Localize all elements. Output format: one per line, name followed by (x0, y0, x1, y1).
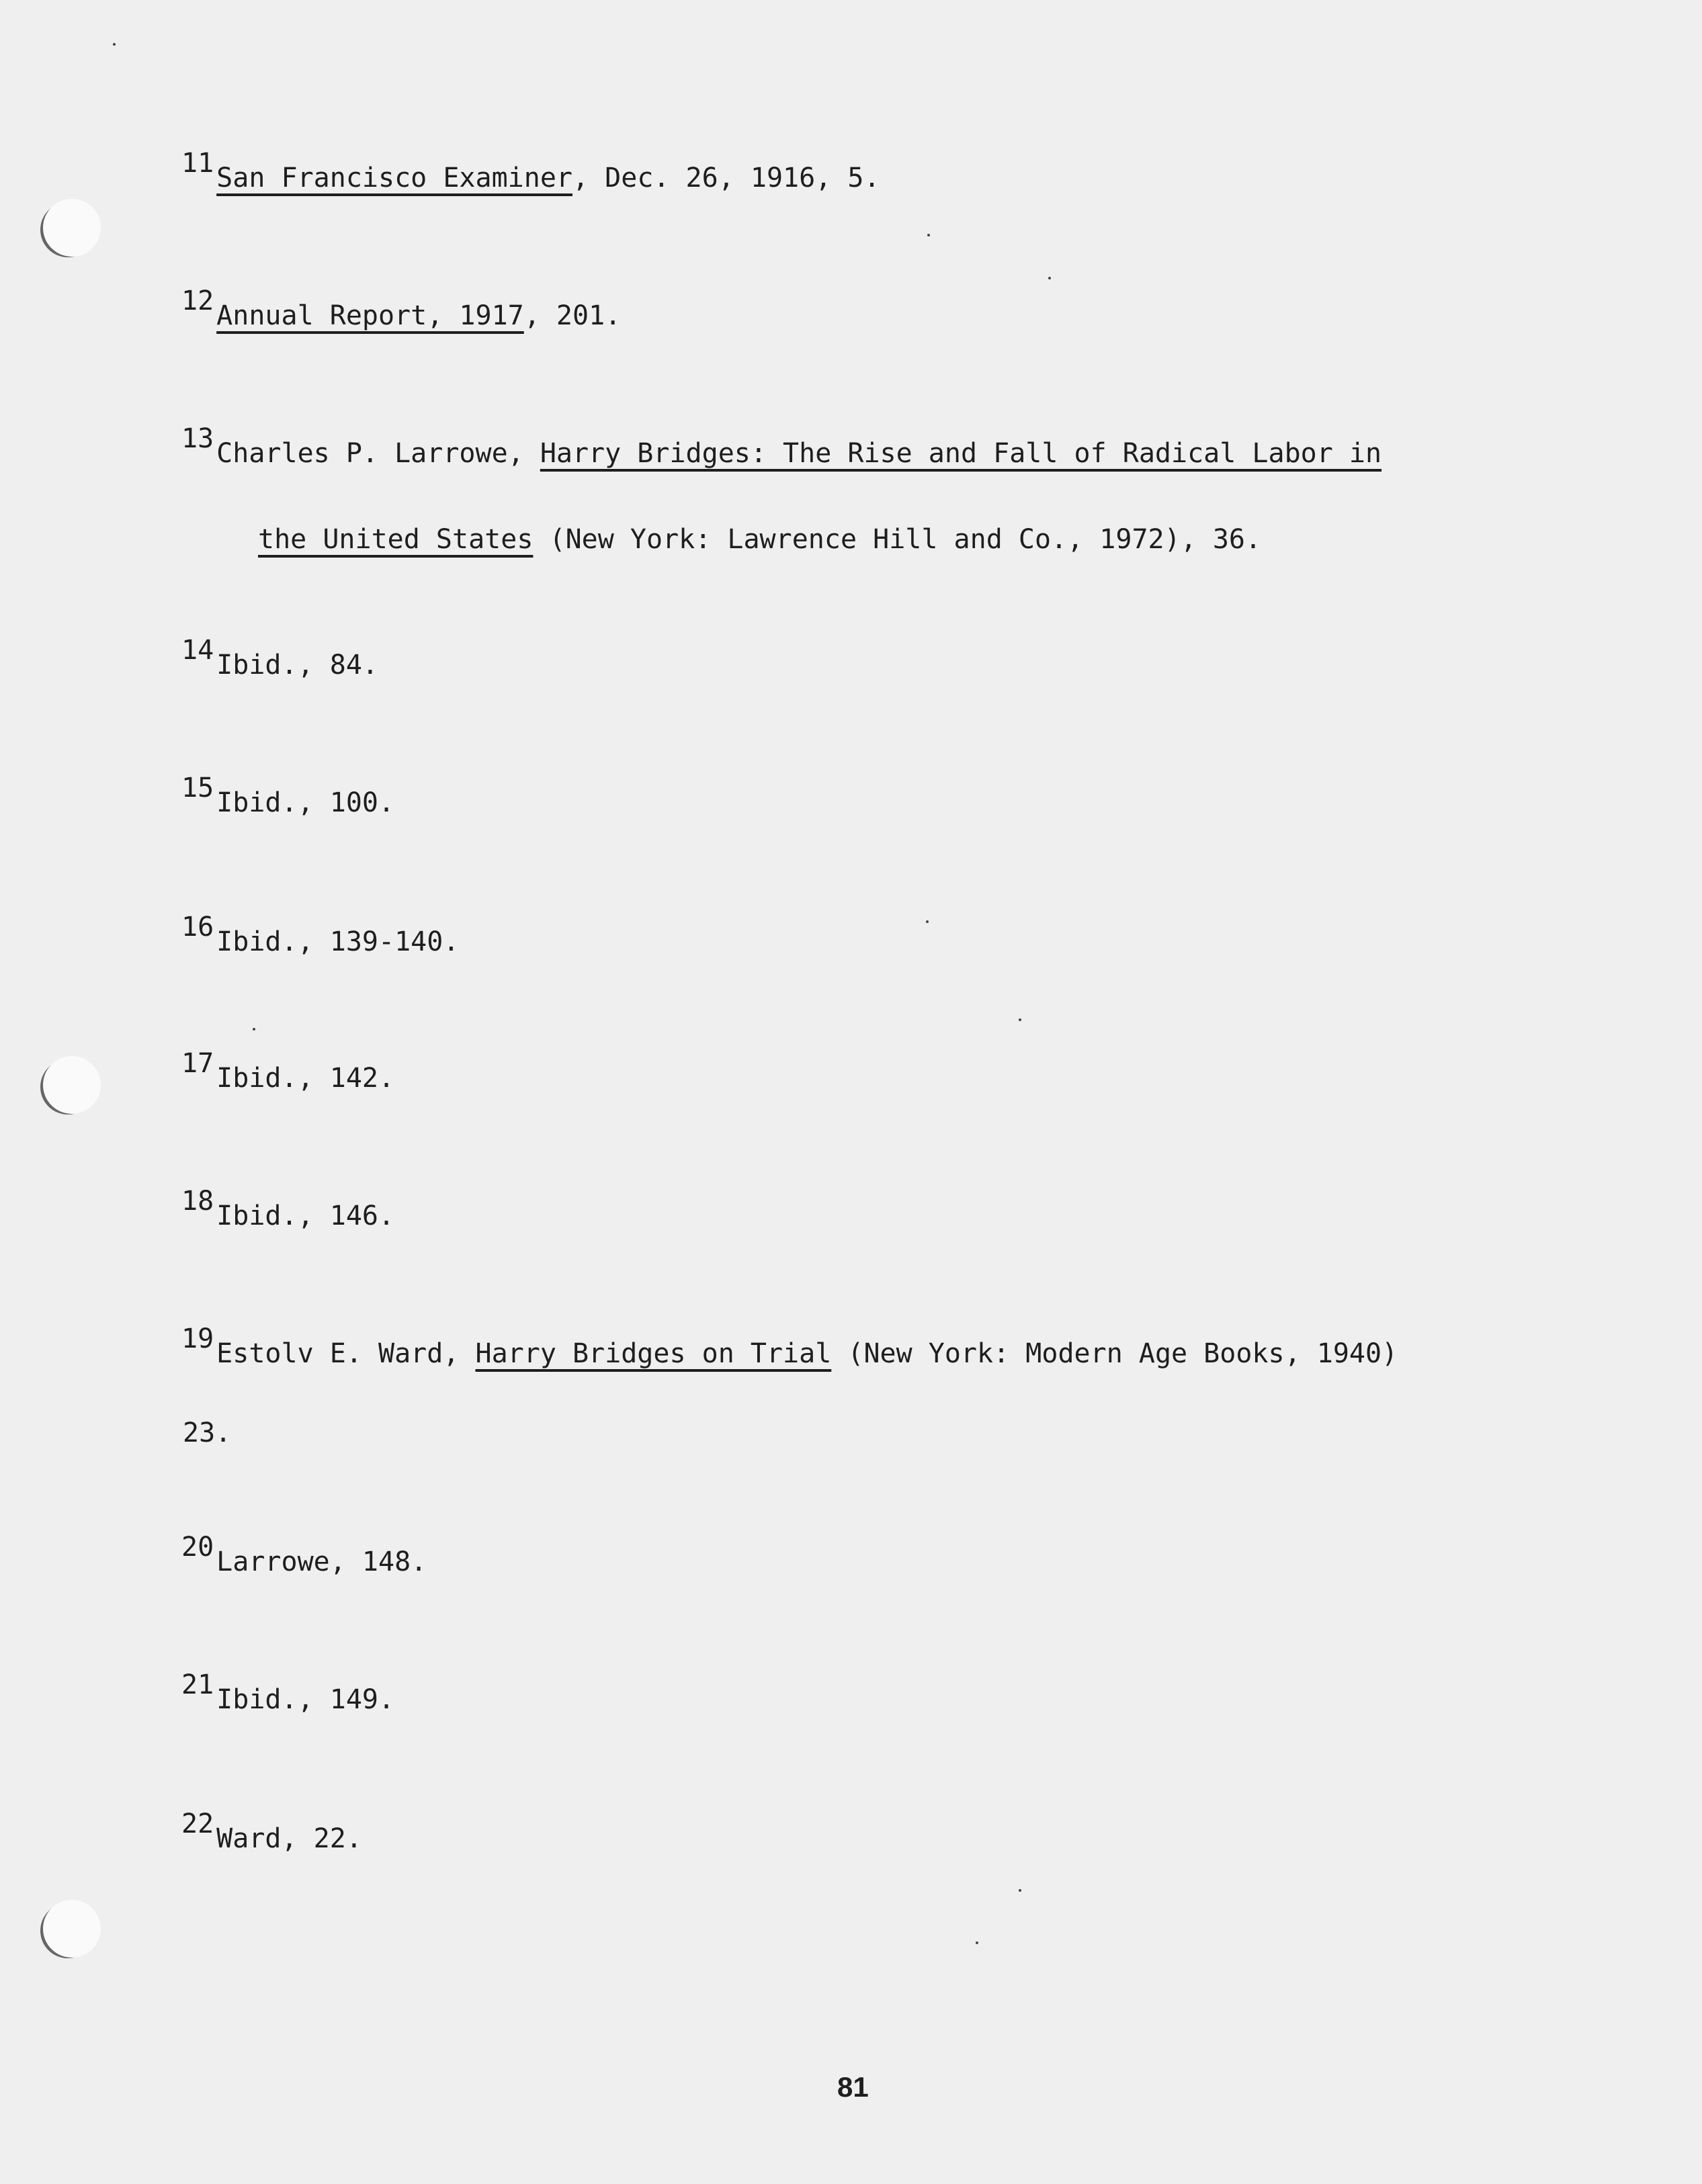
citation-text: Ibid., 139-140. (216, 926, 460, 957)
citation-text: Ibid., 142. (216, 1063, 395, 1094)
paper-speck (927, 234, 930, 236)
footnote-number: 11 (181, 148, 214, 179)
footnote-number: 21 (181, 1669, 214, 1700)
footnote-19-continuation (183, 1416, 231, 1450)
paper-speck (1048, 277, 1051, 279)
citation-text: , 201. (523, 300, 622, 331)
underlined-title: Harry Bridges: The Rise and Fall of Radical Labor in (540, 438, 1382, 469)
citation-text: Larrowe, 148. (216, 1546, 427, 1577)
underlined-title: Harry Bridges on Trial (475, 1338, 832, 1369)
citation-text: Estolv E. Ward, (216, 1338, 476, 1369)
footnote-number: 22 (181, 1808, 214, 1839)
paper-speck (976, 1941, 978, 1944)
citation-text: Ibid., 149. (216, 1684, 395, 1715)
footnote-number: 14 (181, 635, 214, 666)
page-number: 81 (837, 2071, 869, 2103)
citation-text: (New York: Lawrence Hill and Co., 1972), 36. (533, 524, 1262, 555)
citation-text: Charles P. Larrowe, (216, 438, 540, 469)
binder-hole-bottom (43, 1900, 101, 1958)
citation-text: 23. (183, 1417, 232, 1448)
footnote-15 (181, 773, 395, 820)
footnote-16 (181, 912, 460, 959)
citation-text: Ibid., 146. (216, 1200, 395, 1231)
footnote-13-continuation (258, 523, 1261, 556)
citation-text: Ibid., 84. (216, 650, 378, 681)
footnote-number: 17 (181, 1048, 214, 1079)
citation-text: Ibid., 100. (216, 787, 395, 818)
paper-speck (1019, 1889, 1021, 1892)
footnote-20 (181, 1532, 427, 1579)
footnote-number: 20 (181, 1532, 214, 1563)
citation-text: (New York: Modern Age Books, 1940) (831, 1338, 1398, 1369)
footnote-number: 13 (181, 423, 214, 454)
footnote-number: 19 (181, 1323, 214, 1354)
paper-speck (1019, 1018, 1021, 1021)
footnote-11 (181, 148, 880, 195)
binder-hole-middle (43, 1056, 101, 1114)
footnote-17 (181, 1048, 395, 1095)
paper-speck (113, 43, 116, 46)
footnote-number: 18 (181, 1186, 214, 1217)
citation-text: Ward, 22. (216, 1823, 362, 1854)
footnote-21 (181, 1669, 395, 1716)
underlined-title: Annual Report, 1917 (216, 300, 524, 331)
underlined-title: the United States (258, 524, 534, 555)
underlined-title: San Francisco Examiner (216, 163, 572, 193)
footnote-14 (181, 635, 378, 682)
paper-speck (253, 1028, 255, 1031)
binder-hole-top (43, 199, 101, 257)
footnote-22 (181, 1808, 362, 1855)
footnote-12 (181, 286, 622, 333)
footnote-number: 16 (181, 912, 214, 943)
paper-speck (926, 920, 929, 923)
footnote-19 (181, 1323, 1398, 1370)
footnote-18 (181, 1186, 395, 1233)
footnote-number: 12 (181, 286, 214, 316)
footnote-number: 15 (181, 773, 214, 803)
citation-text: , Dec. 26, 1916, 5. (572, 163, 880, 193)
footnote-13 (181, 423, 1382, 470)
